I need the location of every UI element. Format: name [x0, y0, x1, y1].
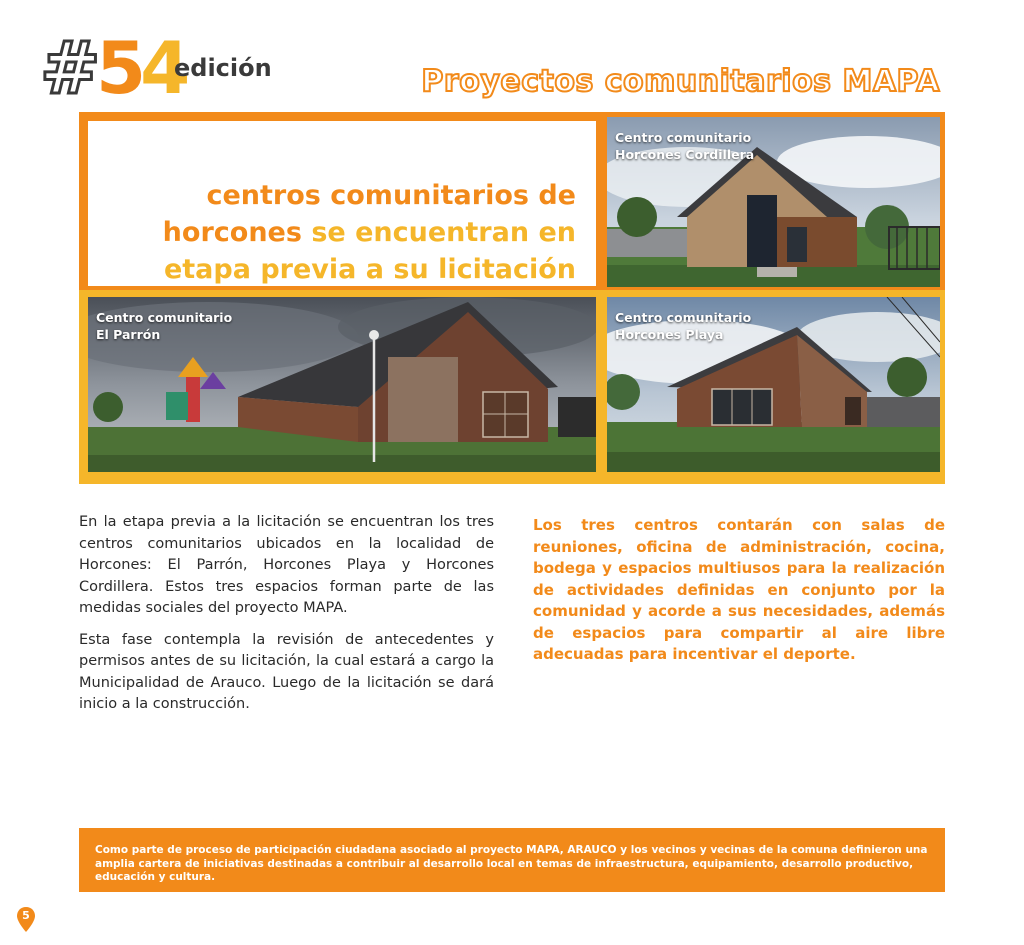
caption-line2: Horcones Cordillera [615, 147, 755, 162]
edition-number-second: 4 [140, 26, 185, 110]
photo-horcones-cordillera [607, 117, 940, 287]
headline-line1: centros comunitarios de [206, 180, 576, 211]
edition-number [96, 26, 185, 110]
page-number-text: 5 [22, 909, 30, 922]
page-number [16, 906, 36, 934]
page-title: Proyectos comunitarios MAPA [421, 64, 940, 99]
caption-line1: Centro comunitario [615, 310, 752, 325]
caption-line2: El Parrón [96, 327, 161, 342]
caption-line1: Centro comunitario [615, 130, 752, 145]
caption-line2: Horcones Playa [615, 327, 724, 342]
body-paragraph-2: Esta fase contempla la revisión de antecedentes y permisos antes de su licitación, la cual estará a cargo la Municipalidad de Arauco. Luego de la licitación se dará inicio a la construcción. [79, 631, 494, 712]
footer-text: Como parte de proceso de participación ciudadana asociado al proyecto MAPA, ARAUCO y los vecinos y vecinas de la comuna definieron una amplia cartera de iniciativas destinadas a contribuir al desarrollo local en temas de infraestructura, equipamiento, desarrollo productivo, educación y cultura. [95, 844, 928, 883]
headline-line2-yellow: se encuentran en [301, 217, 576, 248]
headline-line3: etapa previa a su licitación [163, 254, 576, 285]
edition-number-first: 5 [96, 26, 141, 110]
edition-word: edición [174, 54, 272, 82]
edition-hash: # [40, 26, 97, 110]
photo-horcones-playa [607, 297, 940, 472]
highlight-text: Los tres centros contarán con salas de reuniones, oficina de administración, cocina, bodega y espacios multiusos para la realización de actividades definidas en conjunto por la comunidad y acorde a sus necesidades, además de espacios para compartir al aire libre adecuadas para incentivar el deporte. [533, 516, 945, 663]
photo-caption-horcones-cordillera [615, 129, 754, 163]
headline-box [88, 121, 596, 286]
headline [163, 177, 576, 288]
photo-caption-horcones-playa [615, 309, 751, 343]
footer-box [79, 828, 945, 892]
photo-el-parron [88, 297, 596, 472]
photo-caption-el-parron [96, 309, 232, 343]
caption-line1: Centro comunitario [96, 310, 233, 325]
headline-line2-orange: horcones [162, 217, 302, 248]
body-text [79, 512, 494, 726]
body-paragraph-1: En la etapa previa a la licitación se encuentran los tres centros comunitarios ubicados en la localidad de Horcones: El Parrón, Horcones Playa y Horcones Cordillera. Estos tres espacios forman parte de las medidas sociales del proyecto MAPA. [79, 514, 494, 616]
